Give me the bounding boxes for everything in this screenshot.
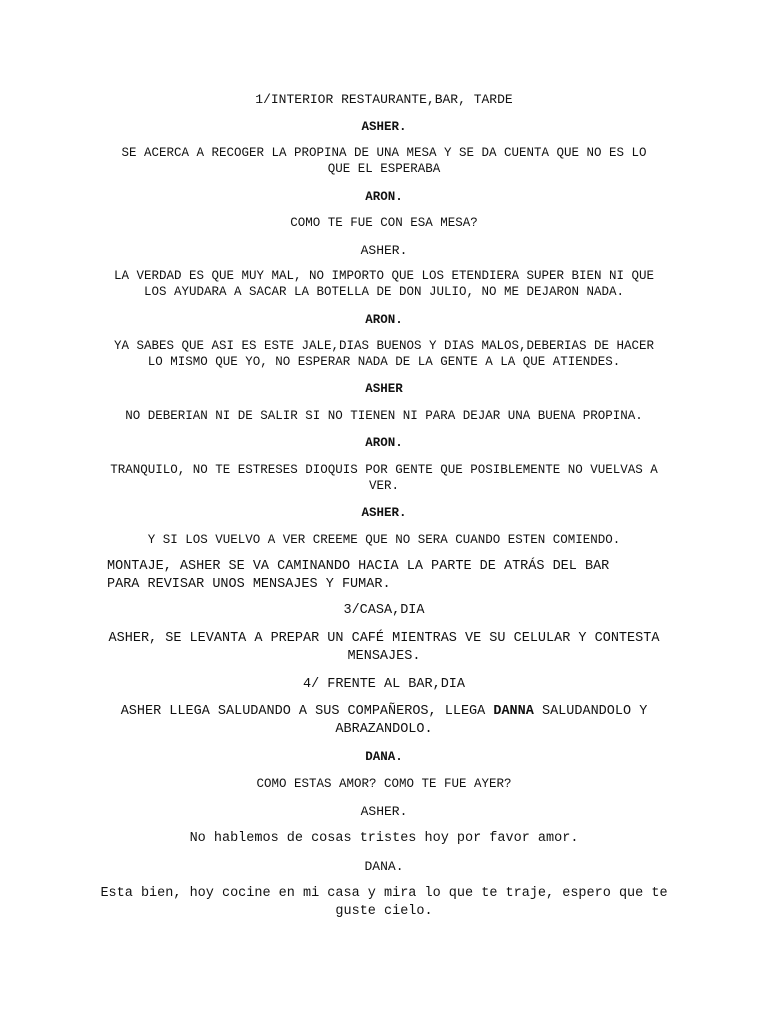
dialogue-text: YA SABES QUE ASI ES ESTE JALE,DIAS BUENOS Y DIAS MALOS,DEBERIAS DE HACER LO MISMO QUE YO, NO ESPERAR NADA DE LA GENTE A LA QUE ATIENDES. xyxy=(113,339,655,369)
character-name: ASHER. xyxy=(361,120,407,134)
character-name: ASHER. xyxy=(360,804,408,819)
action-text xyxy=(105,703,663,739)
dialogue-text: COMO ESTAS AMOR? COMO TE FUE AYER? xyxy=(256,777,512,791)
character-name: ASHER. xyxy=(361,506,407,520)
character-name: ARON. xyxy=(365,190,403,204)
dialogue-text: TRANQUILO, NO TE ESTRESES DIOQUIS POR GENTE QUE POSIBLEMENTE NO VUELVAS A VER. xyxy=(110,463,658,493)
character-name: DANA. xyxy=(364,859,404,874)
action-text: SE ACERCA A RECOGER LA PROPINA DE UNA MESA Y SE DA CUENTA QUE NO ES LO QUE EL ESPERABA xyxy=(121,146,647,176)
action-text: ASHER, SE LEVANTA A PREPAR UN CAFÉ MIENTRAS VE SU CELULAR Y CONTESTA MENSAJES. xyxy=(108,631,660,664)
scene-heading-4: 4/ FRENTE AL BAR,DIA xyxy=(302,677,466,692)
action-text-start: ASHER LLEGA SALUDANDO A SUS COMPAÑEROS, LLEGA xyxy=(120,704,494,719)
dialogue-text: LA VERDAD ES QUE MUY MAL, NO IMPORTO QUE LOS ETENDIERA SUPER BIEN NI QUE LOS AYUDARA A SACAR LA BOTELLA DE DON JULIO, NO ME DEJARON NADA. xyxy=(113,269,655,299)
character-name-highlight: DANNA xyxy=(493,704,534,719)
dialogue-text: No hablemos de cosas tristes hoy por favor amor. xyxy=(189,831,579,846)
character-name: ASHER. xyxy=(360,243,408,258)
scene-heading-1: 1/INTERIOR RESTAURANTE,BAR, TARDE xyxy=(255,92,513,107)
character-name: DANA. xyxy=(365,750,403,764)
scene-heading-3: 3/CASA,DIA xyxy=(343,603,425,618)
character-name: ASHER xyxy=(365,382,403,396)
dialogue-text: Esta bien, hoy cocine en mi casa y mira lo que te traje, espero que te guste cielo. xyxy=(100,886,668,919)
dialogue-text: NO DEBERIAN NI DE SALIR SI NO TIENEN NI PARA DEJAR UNA BUENA PROPINA. xyxy=(125,409,643,423)
dialogue-text: Y SI LOS VUELVO A VER CREEME QUE NO SERA CUANDO ESTEN COMIENDO. xyxy=(147,533,621,547)
character-name: ARON. xyxy=(365,436,403,450)
dialogue-text: COMO TE FUE CON ESA MESA? xyxy=(290,216,478,230)
action-text-end: SALUDANDOLO Y ABRAZANDOLO. xyxy=(335,704,648,737)
montage-text: MONTAJE, ASHER SE VA CAMINANDO HACIA LA PARTE DE ATRÁS DEL BAR PARA REVISAR UNOS MENSAJES Y FUMAR. xyxy=(107,559,610,592)
character-name: ARON. xyxy=(365,313,403,327)
